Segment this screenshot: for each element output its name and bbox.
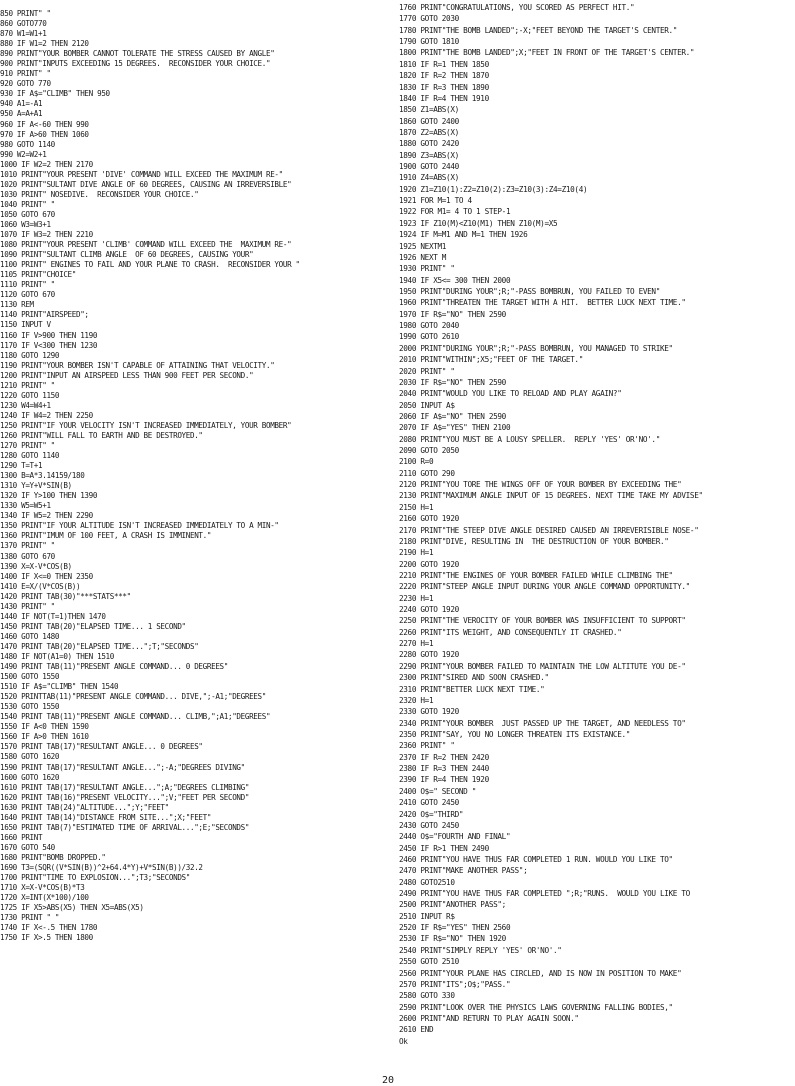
- code-line: 1105 PRINT"CHOICE": [0, 270, 76, 280]
- code-line: 900 PRINT"INPUTS EXCEEDING 15 DEGREES. RECONSIDER YOUR CHOICE.": [0, 59, 271, 69]
- code-line: 2170 PRINT"THE STEEP DIVE ANGLE DESIRED CAUSED AN IRREVERISIBLE NOSE-": [399, 525, 699, 535]
- code-line: 1720 X=INT(X*100)/100: [0, 893, 89, 903]
- code-line: 2300 PRINT"SIRED AND SOON CRASHED.": [399, 673, 549, 683]
- right-code-column: [399, 2, 795, 1047]
- code-line: 1050 GOTO 670: [0, 209, 55, 219]
- code-line: 950 A=A+A1: [0, 109, 43, 119]
- code-line: 1410 E=X/(V*COS(B)): [0, 581, 81, 591]
- code-line: 1140 PRINT"AIRSPEED";: [0, 310, 89, 320]
- code-line: 1470 PRINT TAB(20)"ELAPSED TIME...";T;"SECONDS": [0, 641, 199, 651]
- code-line: 1922 FOR M1= 4 TO 1 STEP-1: [399, 207, 511, 217]
- code-line: 2450 IF R>1 THEN 2490: [399, 843, 489, 853]
- code-line: 990 W2=W2+1: [0, 149, 47, 159]
- code-line: 2260 PRINT"ITS WEIGHT, AND CONSEQUENTLY IT CRASHED.": [399, 627, 622, 637]
- code-line: 1150 INPUT V: [0, 320, 51, 330]
- code-line: 1070 IF W3=2 THEN 2210: [0, 230, 93, 240]
- code-line: 1530 GOTO 1550: [0, 702, 60, 712]
- code-line: 1190 PRINT"YOUR BOMBER ISN'T CAPABLE OF ATTAINING THAT VELOCITY.": [0, 360, 275, 370]
- code-line: 2190 H=1: [399, 548, 434, 558]
- code-line: 1510 IF A$="CLIMB" THEN 1540: [0, 682, 119, 692]
- code-line: 1210 PRINT" ": [0, 380, 55, 390]
- code-line: 2280 GOTO 1920: [399, 650, 459, 660]
- code-line: 1924 IF M=M1 AND M=1 THEN 1926: [399, 230, 528, 240]
- code-line: 2580 GOTO 330: [399, 991, 455, 1001]
- code-line: 1230 W4=W4+1: [0, 400, 51, 410]
- code-line: 1880 GOTO 2420: [399, 139, 459, 149]
- code-line: 1350 PRINT"IF YOUR ALTITUDE ISN'T INCREASED IMMEDIATELY TO A MIN-": [0, 521, 279, 531]
- code-line: 2530 IF R$="NO" THEN 1920: [399, 934, 506, 944]
- code-line: 2230 H=1: [399, 593, 434, 603]
- code-line: 2340 PRINT"YOUR BOMBER JUST PASSED UP THE TARGET, AND NEEDLESS TO": [399, 718, 686, 728]
- code-line: 2130 PRINT"MAXIMUM ANGLE INPUT OF 15 DEGREES. NEXT TIME TAKE MY ADVISE": [399, 491, 703, 501]
- code-line: 930 IF A$="CLIMB" THEN 950: [0, 89, 110, 99]
- code-line: 2490 PRINT"YOU HAVE THUS FAR COMPLETED ";R;"RUNS. WOULD YOU LIKE TO: [399, 889, 690, 899]
- code-line: 1860 GOTO 2400: [399, 116, 459, 126]
- page-number: 20: [382, 1075, 395, 1086]
- code-line: 1220 GOTO 1150: [0, 390, 60, 400]
- code-line: 2180 PRINT"DIVE, RESULTING IN THE DESTRUCTION OF YOUR BOMBER.": [399, 536, 669, 546]
- code-line: 1390 X=X-V*COS(B): [0, 561, 72, 571]
- code-line: 1640 PRINT TAB(14)"DISTANCE FROM SITE...";X;"FEET": [0, 812, 212, 822]
- code-line: 1760 PRINT"CONGRATULATIONS, YOU SCORED AS PERFECT HIT.": [399, 3, 635, 12]
- code-line: 890 PRINT"YOUR BOMBER CANNOT TOLERATE THE STRESS CAUSED BY ANGLE": [0, 49, 275, 59]
- code-line: 1590 PRINT TAB(17)"RESULTANT ANGLE...";-A;"DEGREES DIVING": [0, 762, 245, 772]
- code-line: 1840 IF R=4 THEN 1910: [399, 93, 489, 103]
- code-line: 2010 PRINT"WITHIN";X5;"FEET OF THE TARGET.": [399, 355, 583, 365]
- code-line: 2020 PRINT" ": [399, 366, 455, 376]
- code-line: 1870 Z2=ABS(X): [399, 127, 459, 137]
- code-line: 1370 PRINT" ": [0, 541, 55, 551]
- code-line: 2120 PRINT"YOU TORE THE WINGS OFF OF YOUR BOMBER BY EXCEEDING THE": [399, 480, 682, 490]
- code-line: 2390 IF R=4 THEN 1920: [399, 775, 489, 785]
- code-line: 1340 IF W5=2 THEN 2290: [0, 511, 93, 521]
- code-line: 2330 GOTO 1920: [399, 707, 459, 717]
- code-line: 1250 PRINT"IF YOUR VELOCITY ISN'T INCREASED IMMEDIATELY, YOUR BOMBER": [0, 420, 292, 430]
- code-line: 2510 INPUT R$: [399, 911, 455, 921]
- code-line: 1260 PRINT"WILL FALL TO EARTH AND BE DESTROYED.": [0, 430, 203, 440]
- code-line: 1040 PRINT" ": [0, 199, 55, 209]
- code-line: Ok: [399, 1036, 408, 1046]
- code-line: 2200 GOTO 1920: [399, 559, 459, 569]
- code-line: 1380 GOTO 670: [0, 551, 55, 561]
- code-line: 1850 Z1=ABS(X): [399, 105, 459, 115]
- code-line: 1610 PRINT TAB(17)"RESULTANT ANGLE...";A;"DEGREES CLIMBING": [0, 782, 250, 792]
- code-line: 1010 PRINT"YOUR PRESENT 'DIVE' COMMAND WILL EXCEED THE MAXIMUM RE-": [0, 169, 283, 179]
- code-line: 980 GOTO 1140: [0, 139, 55, 149]
- code-line: 1725 IF X5>ABS(X5) THEN X5=ABS(X5): [0, 903, 144, 913]
- code-line: 2050 INPUT A$: [399, 400, 455, 410]
- code-line: 1030 PRINT" NOSEDIVE. RECONSIDER YOUR CHOICE.": [0, 189, 199, 199]
- code-line: 1950 PRINT"DURING YOUR";R;"-PASS BOMBRUN, YOU FAILED TO EVEN": [399, 286, 660, 296]
- code-line: 1090 PRINT"SULTANT CLIMB ANGLE OF 60 DEGREES, CAUSING YOUR": [0, 250, 254, 260]
- code-line: 1460 GOTO 1480: [0, 631, 60, 641]
- code-line: 2030 IF R$="NO" THEN 2590: [399, 377, 506, 387]
- code-line: 1925 NEXTM1: [399, 241, 447, 251]
- code-line: 1200 PRINT"INPUT AN AIRSPEED LESS THAN 900 FEET PER SECOND.": [0, 370, 254, 380]
- code-line: 1910 Z4=ABS(X): [399, 173, 459, 183]
- code-line: 1650 PRINT TAB(7)"ESTIMATED TIME OF ARRIVAL...";E;"SECONDS": [0, 822, 250, 832]
- code-line: 1600 GOTO 1620: [0, 772, 60, 782]
- code-line: 1940 IF X5<= 300 THEN 2000: [399, 275, 511, 285]
- code-line: 2370 IF R=2 THEN 2420: [399, 752, 489, 762]
- code-line: 1540 PRINT TAB(11)"PRESENT ANGLE COMMAND... CLIMB,";A1;"DEGREES": [0, 712, 271, 722]
- code-line: 2430 GOTO 2450: [399, 820, 459, 830]
- code-line: 2100 R=0: [399, 457, 434, 467]
- code-line: 1560 IF A>0 THEN 1610: [0, 732, 89, 742]
- code-line: 920 GOTO 770: [0, 79, 51, 89]
- code-line: 1900 GOTO 2440: [399, 162, 459, 172]
- code-line: 1570 PRINT TAB(17)"RESULTANT ANGLE... 0 DEGREES": [0, 742, 203, 752]
- code-line: 1430 PRINT" ": [0, 601, 55, 611]
- left-code-column: [0, 9, 395, 943]
- code-line: 2110 GOTO 290: [399, 468, 455, 478]
- code-line: 880 IF W1=2 THEN 2120: [0, 39, 89, 49]
- code-line: 2210 PRINT"THE ENGINES OF YOUR BOMBER FAILED WHILE CLIMBING THE": [399, 570, 673, 580]
- code-line: 1240 IF W4=2 THEN 2250: [0, 410, 93, 420]
- code-line: 910 PRINT" ": [0, 69, 51, 79]
- code-line: 860 GOTO770: [0, 19, 47, 29]
- code-line: 1490 PRINT TAB(11)"PRESENT ANGLE COMMAND... 0 DEGREES": [0, 662, 228, 672]
- code-line: 1930 PRINT" ": [399, 264, 455, 274]
- code-line: 1280 GOTO 1140: [0, 451, 60, 461]
- code-line: 1310 Y=Y+V*SIN(B): [0, 481, 72, 491]
- code-line: 2610 END: [399, 1025, 434, 1035]
- code-line: 2250 PRINT"THE VEROCITY OF YOUR BOMBER WAS INSUFFICIENT TO SUPPORT": [399, 616, 686, 626]
- code-line: 2600 PRINT"AND RETURN TO PLAY AGAIN SOON.": [399, 1013, 579, 1023]
- code-line: 2160 GOTO 1920: [399, 514, 459, 524]
- code-line: 1060 W3=W3+1: [0, 219, 51, 229]
- code-line: 2040 PRINT"WOULD YOU LIKE TO RELOAD AND PLAY AGAIN?": [399, 389, 622, 399]
- code-line: 1770 GOTO 2030: [399, 14, 459, 24]
- code-line: 1810 IF R=1 THEN 1850: [399, 59, 489, 69]
- code-line: 2470 PRINT"MAKE ANOTHER PASS";: [399, 866, 528, 876]
- code-line: 2240 GOTO 1920: [399, 605, 459, 615]
- code-line: 1730 PRINT " ": [0, 913, 60, 923]
- code-line: 1360 PRINT"IMUM OF 100 FEET, A CRASH IS IMMINENT.": [0, 531, 212, 541]
- code-line: 2500 PRINT"ANOTHER PASS";: [399, 900, 506, 910]
- code-line: 1970 IF R$="NO" THEN 2590: [399, 309, 506, 319]
- code-line: 2070 IF A$="YES" THEN 2100: [399, 423, 511, 433]
- code-line: 1750 IF X>.5 THEN 1800: [0, 933, 93, 943]
- code-line: 1080 PRINT"YOUR PRESENT 'CLIMB' COMMAND WILL EXCEED THE MAXIMUM RE-": [0, 240, 292, 250]
- code-line: 1670 GOTO 540: [0, 842, 55, 852]
- code-line: 2270 H=1: [399, 639, 434, 649]
- code-line: 1680 PRINT"BOMB DROPPED.": [0, 852, 106, 862]
- code-line: 2420 O$="THIRD": [399, 809, 464, 819]
- code-line: 2460 PRINT"YOU HAVE THUS FAR COMPLETED 1 RUN. WOULD YOU LIKE TO": [399, 854, 673, 864]
- code-line: 1170 IF V<300 THEN 1230: [0, 340, 98, 350]
- code-line: 1420 PRINT TAB(30)"***STATS***": [0, 591, 131, 601]
- code-line: 1800 PRINT"THE BOMB LANDED";X;"FEET IN FRONT OF THE TARGET'S CENTER.": [399, 48, 695, 58]
- code-line: 970 IF A>60 THEN 1060: [0, 129, 89, 139]
- code-line: 2310 PRINT"BETTER LUCK NEXT TIME.": [399, 684, 545, 694]
- code-line: 1630 PRINT TAB(24)"ALTITUDE...";Y;"FEET": [0, 802, 169, 812]
- code-line: 1290 T=T+1: [0, 461, 43, 471]
- code-line: 1700 PRINT"TIME TO EXPLOSION...";T3;"SECONDS": [0, 873, 190, 883]
- code-line: 1130 REM: [0, 300, 34, 310]
- code-line: 2150 H=1: [399, 502, 434, 512]
- code-line: 2320 H=1: [399, 695, 434, 705]
- code-line: 1400 IF X<=0 THEN 2350: [0, 571, 93, 581]
- code-line: 960 IF A<-60 THEN 990: [0, 119, 89, 129]
- code-line: 1550 IF A<0 THEN 1590: [0, 722, 89, 732]
- code-line: 1830 IF R=3 THEN 1890: [399, 82, 489, 92]
- code-line: 1820 IF R=2 THEN 1870: [399, 71, 489, 81]
- code-line: 2410 GOTO 2450: [399, 798, 459, 808]
- code-line: 2000 PRINT"DURING YOUR";R;"-PASS BOMBRUN, YOU MANAGED TO STRIKE": [399, 343, 673, 353]
- code-line: 1620 PRINT TAB(16)"PRESENT VELOCITY...";V;"FEET PER SECOND": [0, 792, 250, 802]
- code-line: 2480 GOTO2510: [399, 877, 455, 887]
- code-line: 850 PRINT" ": [0, 9, 51, 18]
- code-line: 1790 GOTO 1810: [399, 37, 459, 47]
- code-line: 940 A1=-A1: [0, 99, 43, 109]
- code-line: 1660 PRINT: [0, 832, 43, 842]
- code-line: 2090 GOTO 2050: [399, 446, 459, 456]
- code-line: 2350 PRINT"SAY, YOU NO LONGER THREATEN ITS EXISTANCE.": [399, 730, 631, 739]
- code-line: 1920 Z1=Z10(1):Z2=Z10(2):Z3=Z10(3):Z4=Z10(4): [399, 184, 588, 194]
- code-line: 1520 PRINTTAB(11)"PRESENT ANGLE COMMAND... DIVE,";-A1;"DEGREES": [0, 692, 266, 702]
- code-line: 2360 PRINT" ": [399, 741, 455, 751]
- code-line: 1020 PRINT"SULTANT DIVE ANGLE OF 60 DEGREES, CAUSING AN IRREVERSIBLE": [0, 179, 292, 189]
- code-line: 2220 PRINT"STEEP ANGLE INPUT DURING YOUR ANGLE COMMAND OPPORTUNITY.": [399, 582, 690, 592]
- code-line: 1330 W5=W5+1: [0, 501, 51, 511]
- code-line: 2060 IF A$="NO" THEN 2590: [399, 411, 506, 421]
- code-line: 1780 PRINT"THE BOMB LANDED";-X;"FEET BEYOND THE TARGET'S CENTER.": [399, 25, 678, 35]
- code-line: 1160 IF V>900 THEN 1190: [0, 330, 98, 340]
- code-line: 1100 PRINT" ENGINES TO FAIL AND YOUR PLANE TO CRASH. RECONSIDER YOUR ": [0, 260, 300, 270]
- code-line: 2440 O$="FOURTH AND FINAL": [399, 832, 511, 842]
- code-line: 1000 IF W2=2 THEN 2170: [0, 159, 93, 169]
- code-line: 2560 PRINT"YOUR PLANE HAS CIRCLED, AND IS NOW IN POSITION TO MAKE": [399, 968, 682, 978]
- code-line: 2380 IF R=3 THEN 2440: [399, 764, 489, 774]
- code-line: 2540 PRINT"SIMPLY REPLY 'YES' OR'NO'.": [399, 945, 562, 955]
- code-line: 1926 NEXT M: [399, 252, 447, 262]
- code-line: 1710 X=X-V*COS(B)*T3: [0, 883, 85, 893]
- code-line: 1690 T3=(SQR((V*SIN(B))^2+64.4*Y)+V*SIN(B))/32.2: [0, 862, 203, 872]
- code-line: 1890 Z3=ABS(X): [399, 150, 459, 160]
- code-line: 1110 PRINT" ": [0, 280, 55, 290]
- code-line: 1921 FOR M=1 TO 4: [399, 196, 472, 206]
- code-line: 870 W1=W1+1: [0, 29, 47, 39]
- code-line: 2400 O$=" SECOND ": [399, 786, 477, 796]
- code-line: 1440 IF NOT(T=1)THEN 1470: [0, 611, 106, 621]
- code-line: 1980 GOTO 2040: [399, 321, 459, 331]
- code-line: 2290 PRINT"YOUR BOMBER FAILED TO MAINTAIN THE LOW ALTITUTE YOU DE-": [399, 661, 686, 671]
- code-line: 1923 IF Z10(M)<Z10(M1) THEN Z10(M)=X5: [399, 218, 558, 228]
- code-line: 1180 GOTO 1290: [0, 350, 60, 360]
- code-line: 1480 IF NOT(A1=0) THEN 1510: [0, 652, 114, 661]
- code-line: 2590 PRINT"LOOK OVER THE PHYSICS LAWS GOVERNING FALLING BODIES,": [399, 1002, 673, 1012]
- code-line: 1450 PRINT TAB(20)"ELAPSED TIME... 1 SECOND": [0, 621, 186, 631]
- code-line: 1270 PRINT" ": [0, 441, 55, 451]
- code-line: 1990 GOTO 2610: [399, 332, 459, 342]
- code-line: 1580 GOTO 1620: [0, 752, 60, 762]
- code-line: 2080 PRINT"YOU MUST BE A LOUSY SPELLER. REPLY 'YES' OR'NO'.": [399, 434, 660, 444]
- code-line: 2570 PRINT"ITS";O$;"PASS.": [399, 979, 511, 989]
- code-line: 2520 IF R$="YES" THEN 2560: [399, 923, 511, 933]
- code-line: 1320 IF Y>100 THEN 1390: [0, 491, 98, 501]
- code-line: 1500 GOTO 1550: [0, 672, 60, 682]
- code-line: 1120 GOTO 670: [0, 290, 55, 300]
- code-line: 1300 B=A*3.14159/180: [0, 471, 85, 481]
- code-line: 1960 PRINT"THREATEN THE TARGET WITH A HIT. BETTER LUCK NEXT TIME.": [399, 298, 686, 308]
- code-line: 1740 IF X<-.5 THEN 1780: [0, 923, 98, 933]
- code-line: 2550 GOTO 2510: [399, 957, 459, 967]
